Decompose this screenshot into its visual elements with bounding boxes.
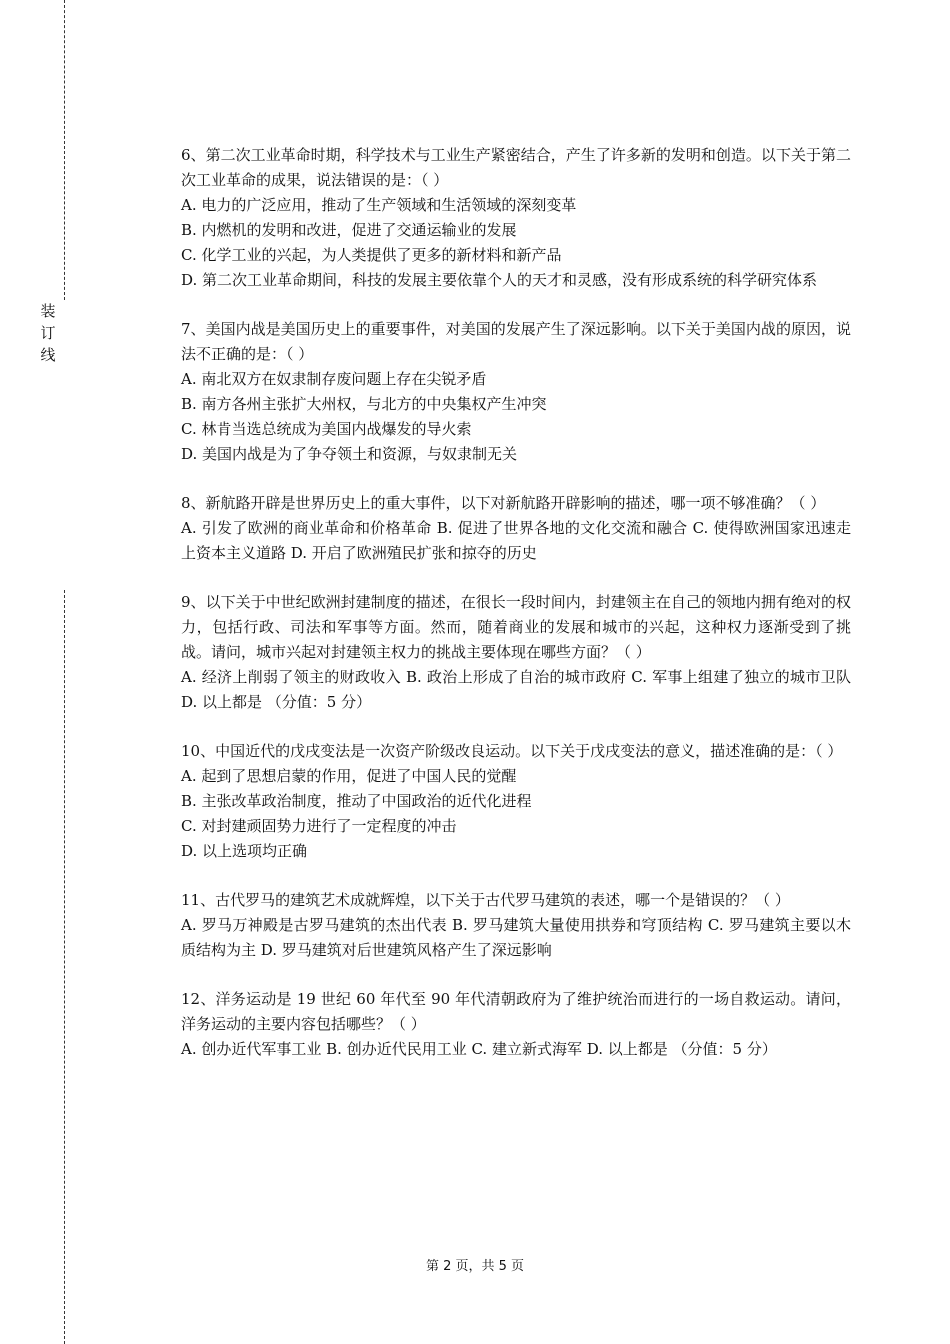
- question-stem: 11、古代罗马的建筑艺术成就辉煌，以下关于古代罗马建筑的表述，哪一个是错误的？（ ）: [181, 891, 790, 909]
- question-stem: 8、新航路开辟是世界历史上的重大事件，以下对新航路开辟影响的描述，哪一项不够准确？（ ）: [181, 494, 826, 512]
- binding-dashed-line-bottom: [64, 590, 65, 1344]
- question-7: [181, 317, 851, 467]
- question-6: [181, 143, 851, 293]
- option-c: C. 化学工业的兴起，为人类提供了更多的新材料和新产品: [181, 246, 562, 264]
- binding-dashed-line-top: [64, 0, 65, 300]
- option-c: C. 对封建顽固势力进行了一定程度的冲击: [181, 817, 457, 835]
- option-b: B. 主张改革政治制度，推动了中国政治的近代化进程: [181, 792, 532, 810]
- option-c: C. 林肯当选总统成为美国内战爆发的导火索: [181, 420, 472, 438]
- option-d: D. 以上选项均正确: [181, 842, 308, 860]
- page-number-footer: 第 2 页，共 5 页: [425, 1259, 525, 1274]
- option-a: A. 南北双方在奴隶制存废问题上存在尖锐矛盾: [181, 370, 487, 388]
- option-a: A. 电力的广泛应用，推动了生产领域和生活领域的深刻变革: [181, 196, 577, 214]
- option-d: D. 第二次工业革命期间，科技的发展主要依靠个人的天才和灵感，没有形成系统的科学研究体系: [181, 271, 818, 289]
- question-9: [181, 590, 851, 715]
- question-11: [181, 888, 851, 963]
- options-inline: A. 创办近代军事工业 B. 创办近代民用工业 C. 建立新式海军 D. 以上都是 （分值：5 分）: [181, 1040, 777, 1058]
- option-b: B. 南方各州主张扩大州权，与北方的中央集权产生冲突: [181, 395, 547, 413]
- question-stem: 9、以下关于中世纪欧洲封建制度的描述，在很长一段时间内，封建领主在自己的领地内拥有绝对的权力，包括行政、司法和军事等方面。然而，随着商业的发展和城市的兴起，这种权力逐渐受到了挑战。请问，城市兴起对封建领主权力的挑战主要体现在哪些方面？（ ）: [181, 593, 851, 661]
- options-inline: A. 引发了欧洲的商业革命和价格革命 B. 促进了世界各地的文化交流和融合 C. 使得欧洲国家迅速走上资本主义道路 D. 开启了欧洲殖民扩张和掠夺的历史: [181, 519, 851, 562]
- option-b: B. 内燃机的发明和改进，促进了交通运输业的发展: [181, 221, 517, 239]
- option-a: A. 起到了思想启蒙的作用，促进了中国人民的觉醒: [181, 767, 517, 785]
- binding-label-char: 线: [40, 346, 56, 364]
- binding-label-char: 订: [40, 324, 56, 342]
- question-stem: 10、中国近代的戊戌变法是一次资产阶级改良运动。以下关于戊戌变法的意义，描述准确的是：（ ）: [181, 742, 843, 760]
- question-12: [181, 987, 851, 1062]
- binding-line-label: [38, 300, 58, 366]
- question-8: [181, 491, 851, 566]
- question-10: [181, 739, 851, 864]
- option-d: D. 美国内战是为了争夺领土和资源，与奴隶制无关: [181, 445, 518, 463]
- question-stem: 6、第二次工业革命时期，科学技术与工业生产紧密结合，产生了许多新的发明和创造。以下关于第二次工业革命的成果，说法错误的是：（ ）: [181, 146, 851, 189]
- binding-label-char: 装: [40, 302, 56, 320]
- question-list: [181, 143, 851, 1086]
- options-inline: A. 罗马万神殿是古罗马建筑的杰出代表 B. 罗马建筑大量使用拱券和穹顶结构 C. 罗马建筑主要以木质结构为主 D. 罗马建筑对后世建筑风格产生了深远影响: [181, 916, 851, 959]
- options-inline: A. 经济上削弱了领主的财政收入 B. 政治上形成了自治的城市政府 C. 军事上组建了独立的城市卫队 D. 以上都是 （分值：5 分）: [181, 668, 851, 711]
- question-stem: 12、洋务运动是 19 世纪 60 年代至 90 年代清朝政府为了维护统治而进行的一场自救运动。请问，洋务运动的主要内容包括哪些？（ ）: [181, 990, 851, 1033]
- question-stem: 7、美国内战是美国历史上的重要事件，对美国的发展产生了深远影响。以下关于美国内战的原因，说法不正确的是：（ ）: [181, 320, 851, 363]
